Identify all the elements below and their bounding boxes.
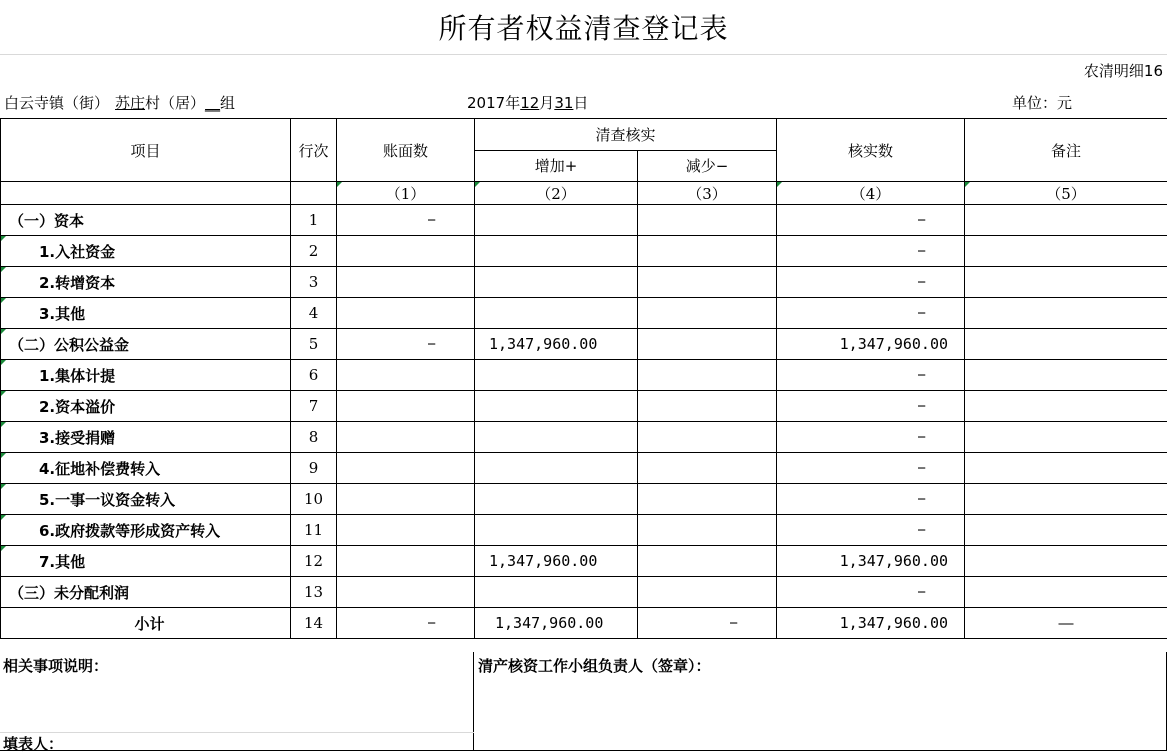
row-item-label: 4.征地补偿费转入: [1, 453, 291, 484]
row-number: 13: [291, 577, 337, 608]
colnum-3: （3）: [638, 182, 777, 205]
header-book: 账面数: [337, 119, 475, 182]
table-row: [1, 453, 1167, 484]
table-row: [1, 298, 1167, 329]
row-verified-value: −: [777, 453, 965, 484]
row-remark: [965, 267, 1167, 298]
notes-label: 相关事项说明：: [3, 655, 108, 676]
date-year: 2017: [467, 94, 505, 112]
row-item-label: 3.接受捐赠: [1, 422, 291, 453]
row-increase-value: [475, 298, 638, 329]
row-number: 12: [291, 546, 337, 577]
row-increase-value: [475, 515, 638, 546]
row-remark: [965, 515, 1167, 546]
date-day: 31: [554, 94, 573, 112]
row-book-value: [337, 577, 475, 608]
row-verified-value: −: [777, 422, 965, 453]
row-verified-value: −: [777, 360, 965, 391]
date-month-suffix: 月: [539, 94, 554, 112]
row-number: 8: [291, 422, 337, 453]
row-item-label: 1.入社资金: [1, 236, 291, 267]
table-row: [1, 329, 1167, 360]
date-year-suffix: 年: [505, 94, 520, 112]
row-book-value: [337, 422, 475, 453]
header-row-no: 行次: [291, 119, 337, 182]
row-decrease-value: [638, 205, 777, 236]
row-item-label: （一）资本: [1, 205, 291, 236]
row-book-value: [337, 484, 475, 515]
table-row: [1, 608, 1167, 639]
row-remark: [965, 391, 1167, 422]
row-book-value: [337, 267, 475, 298]
colnum-4: （4）: [777, 182, 965, 205]
row-increase-value: [475, 453, 638, 484]
group-blank: __: [205, 94, 220, 112]
row-remark: [965, 205, 1167, 236]
header-item: 项目: [1, 119, 291, 182]
table-row: [1, 267, 1167, 298]
row-remark: [965, 577, 1167, 608]
equity-table: [0, 118, 1167, 639]
row-remark: [965, 422, 1167, 453]
row-increase-value: [475, 422, 638, 453]
row-item-label: 1.集体计提: [1, 360, 291, 391]
row-book-value: −: [337, 329, 475, 360]
row-verified-value: 1,347,960.00: [777, 329, 965, 360]
village-suffix: 村（居）: [145, 94, 205, 112]
row-book-value: −: [337, 608, 475, 639]
row-decrease-value: [638, 236, 777, 267]
row-number: 3: [291, 267, 337, 298]
row-number: 9: [291, 453, 337, 484]
table-row: [1, 422, 1167, 453]
row-number: 1: [291, 205, 337, 236]
row-number: 7: [291, 391, 337, 422]
row-book-value: [337, 360, 475, 391]
table-row: [1, 484, 1167, 515]
row-verified-value: 1,347,960.00: [777, 546, 965, 577]
table-row: [1, 515, 1167, 546]
row-verified-value: −: [777, 267, 965, 298]
group-suffix: 组: [220, 94, 235, 112]
date-line: [467, 92, 588, 113]
page-title: 所有者权益清查登记表: [0, 0, 1167, 55]
row-verified-value: −: [777, 515, 965, 546]
row-verified-value: −: [777, 484, 965, 515]
row-verified-value: −: [777, 236, 965, 267]
row-remark: [965, 484, 1167, 515]
town-label: 白云寺镇（街）: [4, 94, 109, 112]
row-increase-value: 1,347,960.00: [475, 329, 638, 360]
row-remark: [965, 546, 1167, 577]
row-item-label: 2.资本溢价: [1, 391, 291, 422]
table-row: [1, 236, 1167, 267]
date-month: 12: [520, 94, 539, 112]
colnum-5: （5）: [965, 182, 1167, 205]
row-decrease-value: [638, 267, 777, 298]
row-item-label: 7.其他: [1, 546, 291, 577]
row-verified-value: −: [777, 298, 965, 329]
filler-label: 填表人：: [3, 733, 63, 754]
village-name: 苏庄: [115, 94, 145, 112]
table-row: [1, 205, 1167, 236]
row-decrease-value: [638, 577, 777, 608]
form-code: 农清明细16: [1084, 60, 1163, 81]
row-item-label: （三）未分配利润: [1, 577, 291, 608]
row-item-label: 6.政府拨款等形成资产转入: [1, 515, 291, 546]
table-row: [1, 546, 1167, 577]
row-number: 2: [291, 236, 337, 267]
row-book-value: −: [337, 205, 475, 236]
colnum-blank: [1, 182, 291, 205]
header-decrease: 减少−: [638, 150, 777, 182]
row-increase-value: [475, 205, 638, 236]
row-number: 6: [291, 360, 337, 391]
row-item-label: 5.一事一议资金转入: [1, 484, 291, 515]
row-remark: [965, 298, 1167, 329]
colnum-1: （1）: [337, 182, 475, 205]
header-remark: 备注: [965, 119, 1167, 182]
row-increase-value: [475, 391, 638, 422]
row-decrease-value: [638, 298, 777, 329]
row-remark: [965, 360, 1167, 391]
row-increase-value: [475, 267, 638, 298]
unit-label: 单位：元: [1012, 92, 1072, 113]
header-increase: 增加+: [475, 150, 638, 182]
row-verified-value: −: [777, 577, 965, 608]
header-verified: 核实数: [777, 119, 965, 182]
table-row: [1, 391, 1167, 422]
row-item-label: 2.转增资本: [1, 267, 291, 298]
row-book-value: [337, 298, 475, 329]
row-number: 11: [291, 515, 337, 546]
row-number: 5: [291, 329, 337, 360]
row-increase-value: [475, 360, 638, 391]
row-verified-value: 1,347,960.00: [777, 608, 965, 639]
row-decrease-value: [638, 391, 777, 422]
row-increase-value: 1,347,960.00: [475, 546, 638, 577]
location-line: [4, 92, 235, 113]
table-row: [1, 577, 1167, 608]
row-item-label: 3.其他: [1, 298, 291, 329]
row-verified-value: −: [777, 205, 965, 236]
row-increase-value: [475, 577, 638, 608]
table-row: [1, 360, 1167, 391]
row-item-label: 小计: [1, 608, 291, 639]
row-book-value: [337, 391, 475, 422]
row-decrease-value: [638, 453, 777, 484]
row-verified-value: −: [777, 391, 965, 422]
row-item-label: （二）公积公益金: [1, 329, 291, 360]
row-number: 14: [291, 608, 337, 639]
header-verify: 清查核实: [475, 119, 777, 151]
row-decrease-value: −: [638, 608, 777, 639]
colnum-2: （2）: [475, 182, 638, 205]
row-remark: [965, 236, 1167, 267]
row-increase-value: [475, 484, 638, 515]
row-decrease-value: [638, 515, 777, 546]
row-decrease-value: [638, 484, 777, 515]
row-decrease-value: [638, 422, 777, 453]
row-decrease-value: [638, 546, 777, 577]
row-number: 4: [291, 298, 337, 329]
row-book-value: [337, 546, 475, 577]
leader-label: 清产核资工作小组负责人（签章）：: [478, 655, 711, 676]
footer-area: [0, 652, 1167, 751]
row-decrease-value: [638, 360, 777, 391]
row-remark: [965, 453, 1167, 484]
row-remark: [965, 329, 1167, 360]
row-book-value: [337, 236, 475, 267]
row-increase-value: [475, 236, 638, 267]
date-day-suffix: 日: [573, 94, 588, 112]
row-increase-value: 1,347,960.00: [475, 608, 638, 639]
row-book-value: [337, 515, 475, 546]
row-book-value: [337, 453, 475, 484]
row-number: 10: [291, 484, 337, 515]
row-decrease-value: [638, 329, 777, 360]
colnum-blank: [291, 182, 337, 205]
row-remark: —: [965, 608, 1167, 639]
